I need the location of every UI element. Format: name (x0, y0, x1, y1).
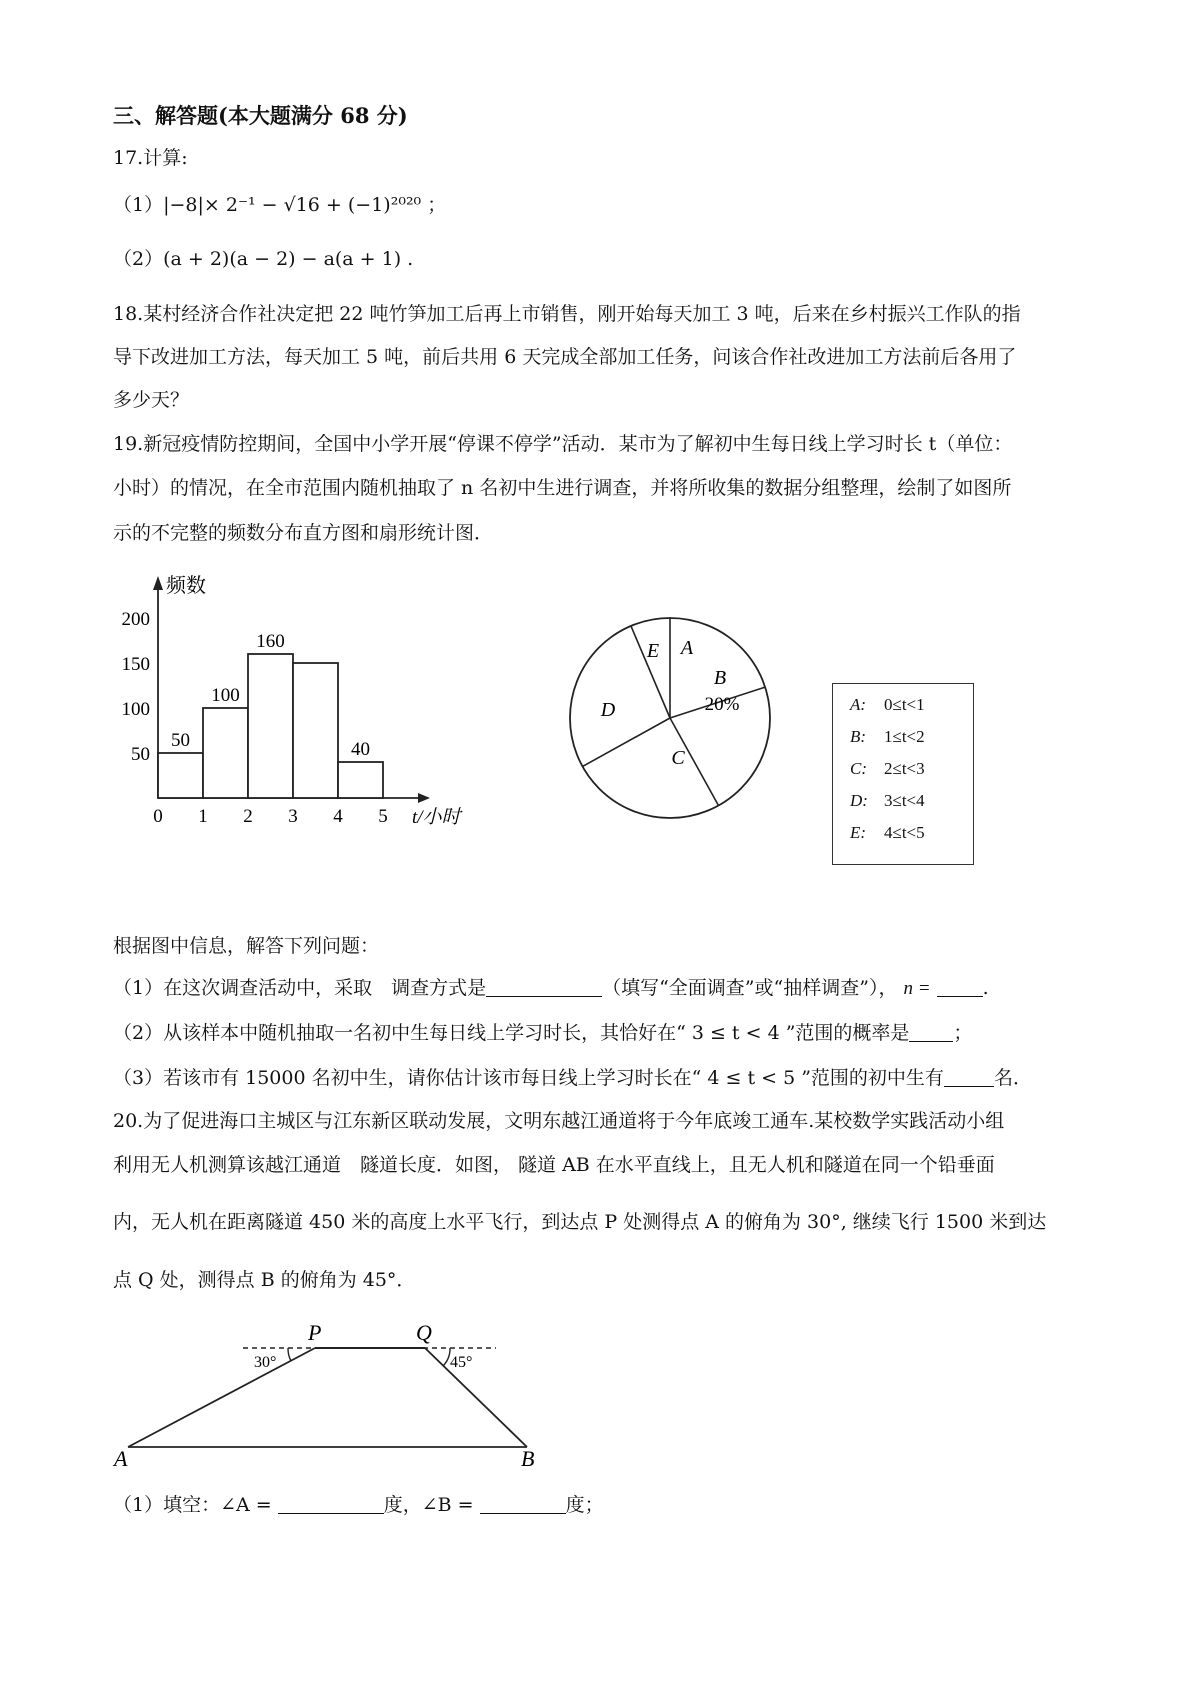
q20-line1: 20.为了促进海口主城区与江东新区联动发展，文明东越江通道将于今年底竣工通车.某校数学实践活动小组 (113, 1110, 1005, 1132)
y-tick-label: 150 (121, 654, 150, 675)
x-tick-label: 3 (288, 806, 298, 827)
angle-arc-q (443, 1348, 450, 1366)
legend-key: D: (850, 791, 868, 810)
x-tick-label: 4 (333, 806, 343, 827)
q19-line1: 19.新冠疫情防控期间，全国中小学开展“停课不停学”活动．某市为了解初中生每日线上学习时长 t（单位： (113, 433, 1013, 455)
legend-range: 0≤t<1 (884, 695, 925, 714)
q19-sub3-text-b: 名． (993, 1067, 1032, 1089)
q19-sub1-text-b: （填写“全面调查”或“抽样调查”）， (602, 977, 898, 999)
q17-part2: （2）(a + 2)(a − 2) − a(a + 1) . (113, 248, 414, 270)
slice-label-d: D (600, 699, 616, 721)
q20-sub1-text-b: 度，∠B = (383, 1494, 474, 1516)
legend-key: C: (850, 759, 867, 778)
q17-label: 17.计算: (113, 147, 188, 169)
legend-key: B: (850, 727, 867, 746)
angle-label-30: 30° (254, 1354, 277, 1371)
bar-value-label: 100 (211, 685, 240, 706)
legend-key: E: (850, 823, 867, 842)
angle-label-45: 45° (450, 1354, 473, 1371)
q19-line3: 示的不完整的频数分布直方图和扇形统计图． (113, 522, 494, 544)
slice-label-a: A (680, 637, 694, 659)
q18-line1: 18.某村经济合作社决定把 22 吨竹笋加工后再上市销售，刚开始每天加工 3 吨，后来在乡村振兴工作队的指 (113, 303, 1021, 325)
label-q: Q (416, 1320, 432, 1345)
q20-sub1-text-c: 度； (565, 1494, 604, 1516)
q19-sub2 (113, 1018, 972, 1045)
n-equals: n = (903, 978, 931, 999)
q19-sub3 (113, 1063, 1032, 1090)
segment-qb (425, 1348, 527, 1447)
q18-line2: 导下改进加工方法，每天加工 5 吨，前后共用 6 天完成全部加工任务，问该合作社改进加工方法前后各用了 (113, 346, 1017, 368)
slice-label-b: B (713, 667, 727, 689)
q19-sub3-text-a: （3）若该市有 15000 名初中生，请你估计该市每日线上学习时长在“ 4 ≤ t < 5 ”范围的初中生有 (113, 1067, 944, 1089)
legend-row (850, 727, 925, 747)
q19-line2: 小时）的情况，在全市范围内随机抽取了 n 名初中生进行调查，并将所收集的数据分组整理，绘制了如图所 (113, 477, 1012, 499)
segment-pa (128, 1348, 315, 1447)
period-mark: . (982, 977, 989, 999)
y-axis-label: 频数 (166, 575, 206, 597)
bar-value-label: 50 (171, 730, 190, 751)
histogram-bar (338, 762, 383, 798)
histogram-bar (158, 753, 203, 798)
legend-key: A: (850, 695, 867, 714)
bar-value-label: 40 (351, 739, 370, 760)
x-tick-label: 0 (153, 806, 163, 827)
q20-line3: 内，无人机在距离隧道 450 米的高度上水平飞行，到达点 P 处测得点 A 的俯角为 30°, 继续飞行 1500 米到达 (113, 1211, 1047, 1233)
q19-sub1-text-a: （1）在这次调查活动中，采取 调查方式是 (113, 977, 487, 999)
x-tick-label: 2 (243, 806, 253, 827)
answer-blank-survey[interactable] (486, 978, 602, 997)
angle-arc-p (288, 1348, 291, 1361)
legend-row (850, 791, 925, 811)
slice-label-e: E (646, 640, 660, 662)
x-tick-label: 5 (378, 806, 388, 827)
x-axis-arrow (418, 793, 430, 803)
legend-row (850, 759, 925, 779)
histogram-bar (293, 663, 338, 798)
legend-range: 4≤t<5 (884, 823, 925, 842)
answer-blank-angle-b[interactable] (480, 1495, 566, 1514)
legend-range: 1≤t<2 (884, 727, 925, 746)
q20-line4: 点 Q 处，测得点 B 的俯角为 45°． (113, 1269, 416, 1291)
label-a: A (114, 1446, 128, 1470)
q19-after-chart: 根据图中信息，解答下列问题： (113, 935, 380, 957)
legend-range: 3≤t<4 (884, 791, 925, 810)
label-p: P (308, 1320, 322, 1345)
answer-blank-count[interactable] (944, 1068, 994, 1087)
answer-blank-probability[interactable] (909, 1023, 953, 1042)
q19-sub2-text-a: （2）从该样本中随机抽取一名初中生每日线上学习时长，其恰好在“ 3 ≤ t < 4 ”范围的概率是 (113, 1022, 910, 1044)
histogram-bar (203, 708, 248, 798)
tunnel-figure (110, 1320, 550, 1470)
slice-label-c: C (671, 747, 685, 769)
q20-sub1 (113, 1490, 604, 1517)
legend-row (850, 695, 925, 715)
q20-sub1-text-a: （1）填空：∠A = (113, 1494, 272, 1516)
pie-chart (550, 600, 790, 840)
label-b: B (521, 1446, 535, 1470)
bar-value-label: 160 (256, 631, 285, 652)
legend-range: 2≤t<3 (884, 759, 925, 778)
section-heading: 三、解答题(本大题满分 68 分) (113, 103, 408, 128)
slice-label-b-percent: 20% (704, 694, 740, 715)
answer-blank-angle-a[interactable] (278, 1495, 384, 1514)
y-axis-arrow (153, 576, 163, 590)
answer-blank-n[interactable] (937, 978, 983, 997)
y-tick-label: 200 (121, 609, 150, 630)
q20-line2: 利用无人机测算该越江通道 隧道长度．如图， 隧道 AB 在水平直线上，且无人机和隧道在同一个铅垂面 (113, 1154, 995, 1176)
frequency-histogram (100, 570, 520, 840)
q19-sub2-text-b: ； (953, 1022, 973, 1044)
x-axis-label: t/小时 (412, 807, 461, 828)
histogram-bar (248, 654, 293, 798)
x-tick-label: 1 (198, 806, 208, 827)
q17-part1: （1）|−8|× 2⁻¹ − √16 + (−1)²⁰²⁰ ； (113, 194, 447, 216)
q18-line3: 多少天？ (113, 389, 190, 411)
y-tick-label: 50 (131, 744, 150, 765)
y-tick-label: 100 (121, 699, 150, 720)
legend-row (850, 823, 925, 843)
q19-sub1 (113, 973, 989, 1000)
